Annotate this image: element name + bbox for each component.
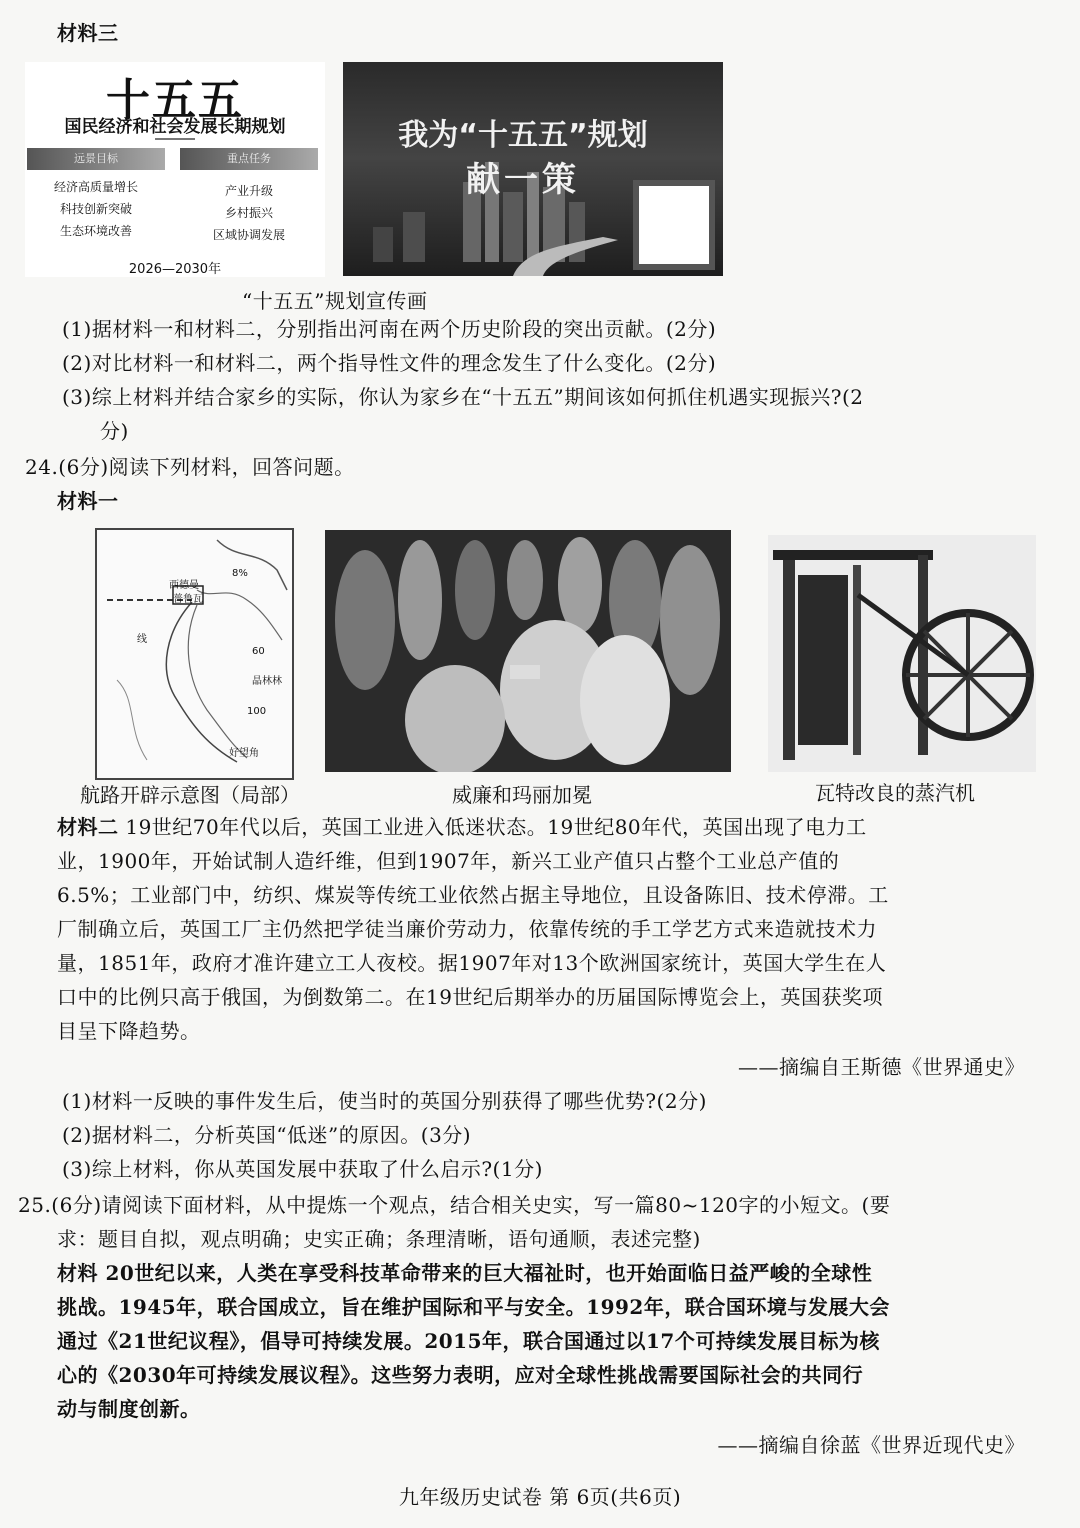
poster2-line2: 献一策 bbox=[466, 160, 580, 200]
q25-material-line: 挑战。1945年，联合国成立，旨在维护国际和平与安全。1992年，联合国环境与发展大会 bbox=[57, 1295, 890, 1319]
sea-route-map bbox=[95, 528, 294, 780]
material2-line: 6.5%；工业部门中，纺织、煤炭等传统工业依然占据主导地位，且设备陈旧、技术停滞。工 bbox=[57, 883, 889, 907]
q25-source: ——摘编自徐蓝《世界近现代史》 bbox=[717, 1433, 1025, 1457]
q23-sub2: (2)对比材料一和材料二，两个指导性文件的理念发生了什么变化。(2分) bbox=[62, 351, 717, 375]
map-label: 8% bbox=[232, 568, 248, 579]
material2-text: 19世纪70年代以后，英国工业进入低迷状态。19世纪80年代，英国出现了电力工 bbox=[118, 815, 867, 839]
q24-sub1: (1)材料一反映的事件发生后，使当时的英国分别获得了哪些优势?(2分) bbox=[62, 1089, 707, 1113]
poster-subtitle: 国民经济和社会发展长期规划 bbox=[64, 117, 286, 137]
coronation-illustration bbox=[325, 530, 731, 772]
map-label: 晶林林 bbox=[252, 676, 282, 687]
material2-line bbox=[57, 814, 867, 840]
q25-material-line: 心的《2030年可持续发展议程》。这些努力表明，应对全球性挑战需要国际社会的共同行 bbox=[57, 1363, 864, 1387]
poster-tag-goals: 远景目标 bbox=[27, 148, 165, 170]
q23-sub3: (3)综上材料并结合家乡的实际，你认为家乡在“十五五”期间该如何抓住机遇实现振兴?(2 bbox=[62, 385, 864, 409]
poster2-line1: 我为“十五五”规划 bbox=[398, 118, 648, 153]
material2-line: 量，1851年，政府才准许建立工人夜校。据1907年对13个欧洲国家统计，英国大学生在人 bbox=[57, 951, 887, 975]
poster-task-item: 产业升级 bbox=[224, 184, 273, 198]
page-footer: 九年级历史试卷 第 6页(共6页) bbox=[398, 1485, 682, 1509]
material2-label: 材料二 bbox=[57, 815, 119, 839]
map-label: 普鲁瓦 bbox=[173, 594, 203, 605]
poster-caption: “十五五”规划宣传画 bbox=[242, 289, 428, 313]
q24-sub2: (2)据材料二，分析英国“低迷”的原因。(3分) bbox=[62, 1123, 472, 1147]
poster-title: 十五五 bbox=[106, 75, 244, 126]
material2-line: 厂制确立后，英国工厂主仍然把学徒当廉价劳动力，依靠传统的手工学艺方式来造就技术力 bbox=[57, 917, 877, 941]
poster-goal-item: 经济高质量增长 bbox=[53, 180, 138, 194]
caption-painting: 威廉和玛丽加冕 bbox=[452, 783, 592, 807]
material2-line: 目呈下降趋势。 bbox=[57, 1019, 201, 1043]
steam-engine-photo bbox=[768, 535, 1036, 772]
poster-goal-item: 科技创新突破 bbox=[59, 202, 132, 216]
suggestion-poster bbox=[343, 62, 723, 276]
map-label: 100 bbox=[247, 706, 267, 717]
q25-material-line: 通过《21世纪议程》，倡导可持续发展。2015年，联合国通过以17个可持续发展目标为核 bbox=[57, 1329, 880, 1353]
caption-engine: 瓦特改良的蒸汽机 bbox=[815, 781, 975, 805]
q25-material-line: 动与制度创新。 bbox=[57, 1397, 201, 1421]
plan-poster bbox=[25, 62, 325, 277]
poster-goal-item: 生态环境改善 bbox=[59, 224, 132, 238]
q24-header: 24.(6分)阅读下列材料，回答问题。 bbox=[25, 455, 355, 479]
poster-years: 2026—2030年 bbox=[128, 262, 222, 277]
q25-prompt-cont: 求：题目自拟，观点明确；史实正确；条理清晰，语句通顺，表述完整) bbox=[57, 1227, 701, 1251]
map-label: 西德曼 bbox=[169, 580, 199, 591]
poster-task-item: 区域协调发展 bbox=[212, 228, 285, 242]
map-label: 60 bbox=[252, 646, 265, 657]
material2-source: ——摘编自王斯德《世界通史》 bbox=[738, 1055, 1025, 1079]
caption-map: 航路开辟示意图（局部） bbox=[80, 783, 300, 807]
material2-line: 口中的比例只高于俄国，为倒数第二。在19世纪后期举办的历届国际博览会上，英国获奖项 bbox=[57, 985, 883, 1009]
steam-engine-illustration bbox=[768, 535, 1036, 772]
q24-sub3: (3)综上材料，你从英国发展中获取了什么启示?(1分) bbox=[62, 1157, 543, 1181]
poster-task-item: 乡村振兴 bbox=[224, 206, 273, 220]
poster-tag-tasks: 重点任务 bbox=[180, 148, 318, 170]
coronation-painting bbox=[325, 530, 731, 772]
qr-code-icon bbox=[633, 180, 715, 270]
material2-line: 业，1900年，开始试制人造纤维，但到1907年，新兴工业产值只占整个工业总产值的 bbox=[57, 849, 840, 873]
material3-label: 材料三 bbox=[57, 21, 119, 45]
map-label: 线 bbox=[137, 634, 147, 645]
q25-prompt: 25.(6分)请阅读下面材料，从中提炼一个观点，结合相关史实，写一篇80~120字的小短文。(要 bbox=[18, 1193, 891, 1217]
poster-rule bbox=[155, 138, 195, 140]
q25-material-line: 材料 20世纪以来，人类在享受科技革命带来的巨大福祉时，也开始面临日益严峻的全球性 bbox=[57, 1261, 873, 1285]
material1-label: 材料一 bbox=[57, 489, 119, 513]
q23-sub3-cont: 分) bbox=[100, 419, 129, 443]
map-label: 好望角 bbox=[229, 748, 259, 759]
q23-sub1: (1)据材料一和材料二，分别指出河南在两个历史阶段的突出贡献。(2分) bbox=[62, 317, 717, 341]
